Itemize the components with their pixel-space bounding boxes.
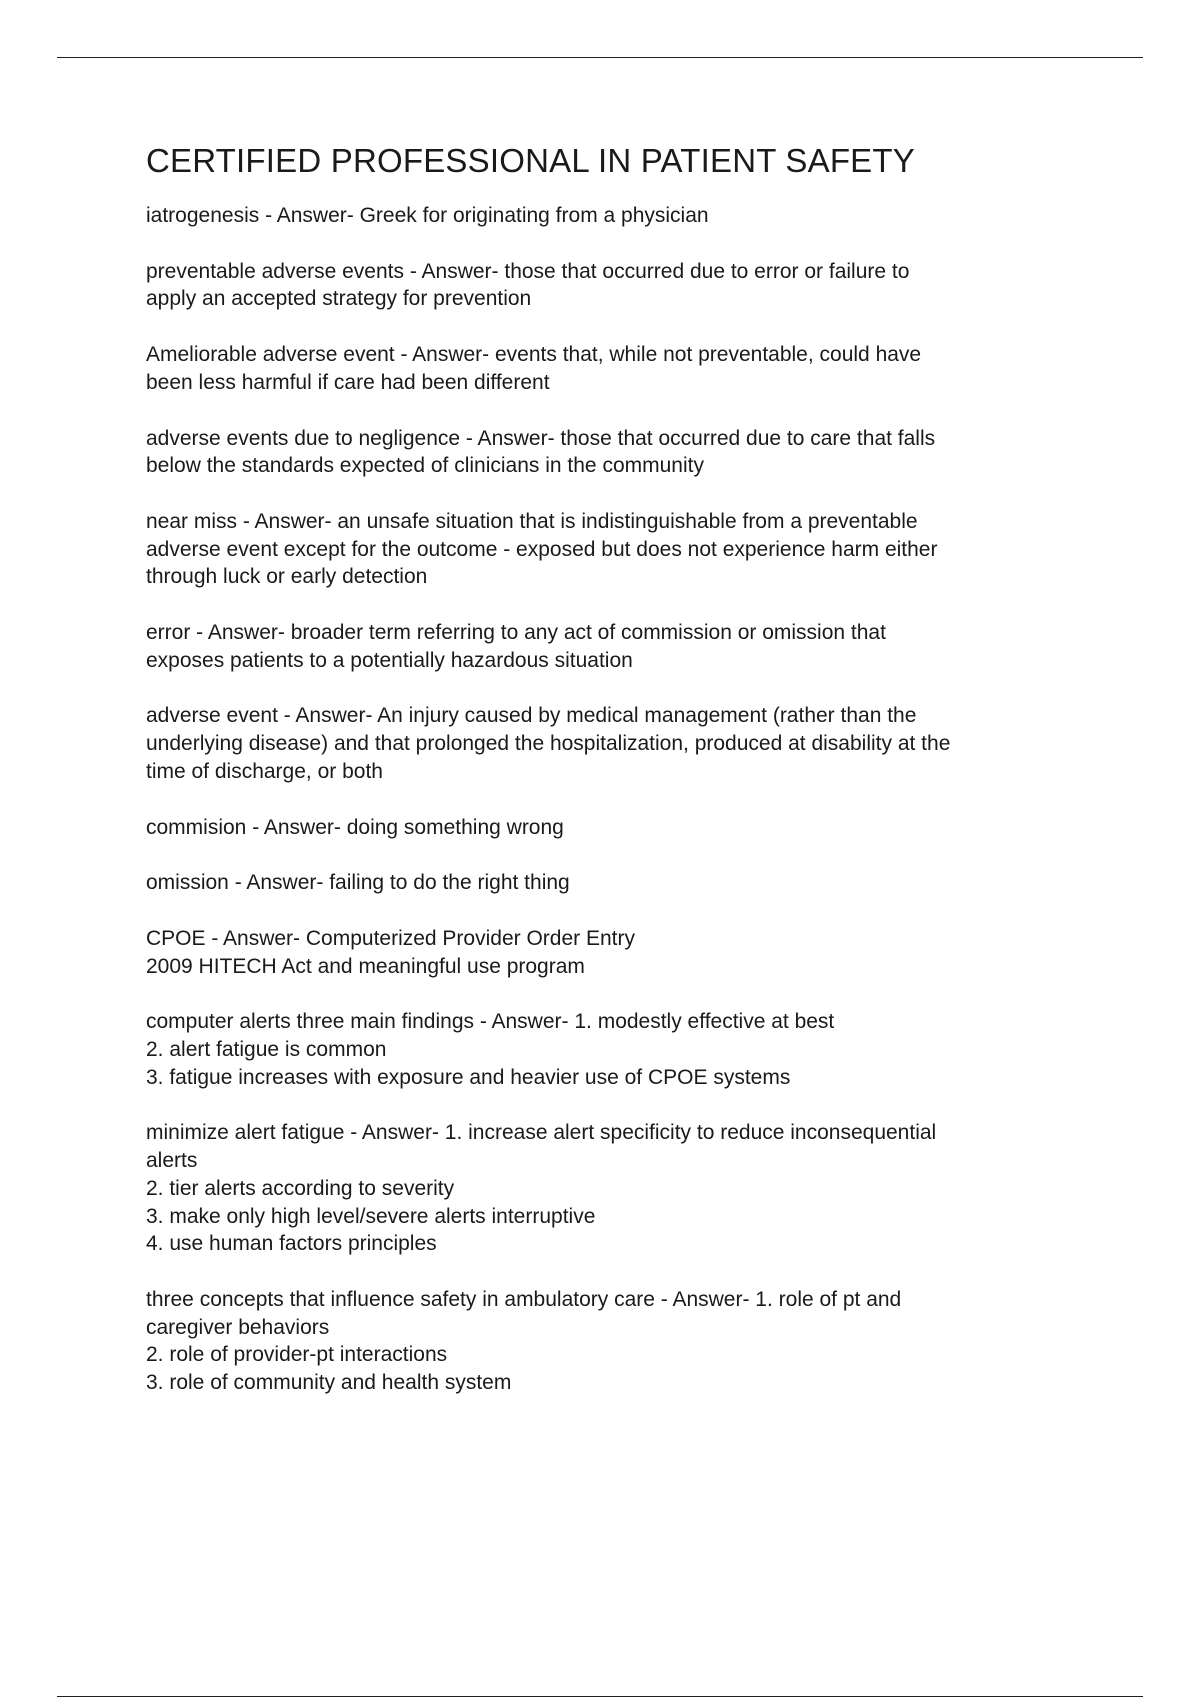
flashcard-entry [146,702,1086,785]
entry-text-line: omission - Answer- failing to do the right thing [146,871,570,895]
entry-text-line: through luck or early detection [146,565,428,589]
entry-text-line: 3. fatigue increases with exposure and heavier use of CPOE systems [146,1065,791,1089]
flashcard-entry [146,508,1086,591]
entry-text-line: time of discharge, or both [146,759,383,783]
entry-text-line: below the standards expected of clinicians in the community [146,454,704,478]
entry-text-line: exposes patients to a potentially hazardous situation [146,648,633,672]
entry-text-line: caregiver behaviors [146,1315,330,1339]
flashcard-entry [146,1119,1086,1258]
entry-text-line: preventable adverse events - Answer- those that occurred due to error or failure to [146,259,910,283]
entry-text-line: computer alerts three main findings - Answer- 1. modestly effective at best [146,1010,835,1034]
entry-text-line: 3. role of community and health system [146,1371,512,1395]
entry-text-line: adverse events due to negligence - Answer- those that occurred due to care that falls [146,426,936,450]
flashcard-entry [146,814,1086,842]
entry-text-line: adverse event - Answer- An injury caused by medical management (rather than the [146,704,917,728]
flashcard-entry [146,869,1086,897]
entry-text-line: 2. role of provider-pt interactions [146,1343,448,1367]
entry-text-line: near miss - Answer- an unsafe situation that is indistinguishable from a preventable [146,509,918,533]
entry-text-line: 4. use human factors principles [146,1232,437,1256]
entry-text-line: minimize alert fatigue - Answer- 1. increase alert specificity to reduce inconsequential [146,1121,937,1145]
entry-text-line: underlying disease) and that prolonged the hospitalization, produced at disability at the [146,732,951,756]
entry-text-line: CPOE - Answer- Computerized Provider Order Entry [146,926,635,950]
entry-text-line: three concepts that influence safety in ambulatory care - Answer- 1. role of pt and [146,1287,902,1311]
entry-text-line: alerts [146,1149,198,1173]
entry-text-line: 2. tier alerts according to severity [146,1176,455,1200]
flashcard-entry [146,1286,1086,1397]
entry-text-line: error - Answer- broader term referring to any act of commission or omission that [146,621,886,645]
document-title: CERTIFIED PROFESSIONAL IN PATIENT SAFETY [146,142,915,179]
page-content [146,142,1086,1425]
flashcard-entry [146,619,1086,674]
top-divider [57,57,1143,58]
entry-text-line: been less harmful if care had been different [146,370,550,394]
entry-text-line: iatrogenesis - Answer- Greek for originating from a physician [146,204,709,227]
flashcard-entry [146,202,1086,230]
entry-text-line: apply an accepted strategy for prevention [146,287,532,311]
bottom-divider [57,1696,1143,1697]
flashcard-entry [146,425,1086,480]
flashcard-entry [146,258,1086,313]
entry-text-line: adverse event except for the outcome - exposed but does not experience harm either [146,537,938,561]
flashcard-entry [146,925,1086,980]
entry-text-line: 2009 HITECH Act and meaningful use program [146,954,585,978]
entry-text-line: 3. make only high level/severe alerts interruptive [146,1204,596,1228]
entry-text-line: 2. alert fatigue is common [146,1038,387,1062]
entry-text-line: Ameliorable adverse event - Answer- events that, while not preventable, could have [146,343,922,367]
entry-text-line: commision - Answer- doing something wrong [146,815,564,839]
flashcard-list [146,202,1086,1397]
flashcard-entry [146,341,1086,396]
flashcard-entry [146,1008,1086,1091]
